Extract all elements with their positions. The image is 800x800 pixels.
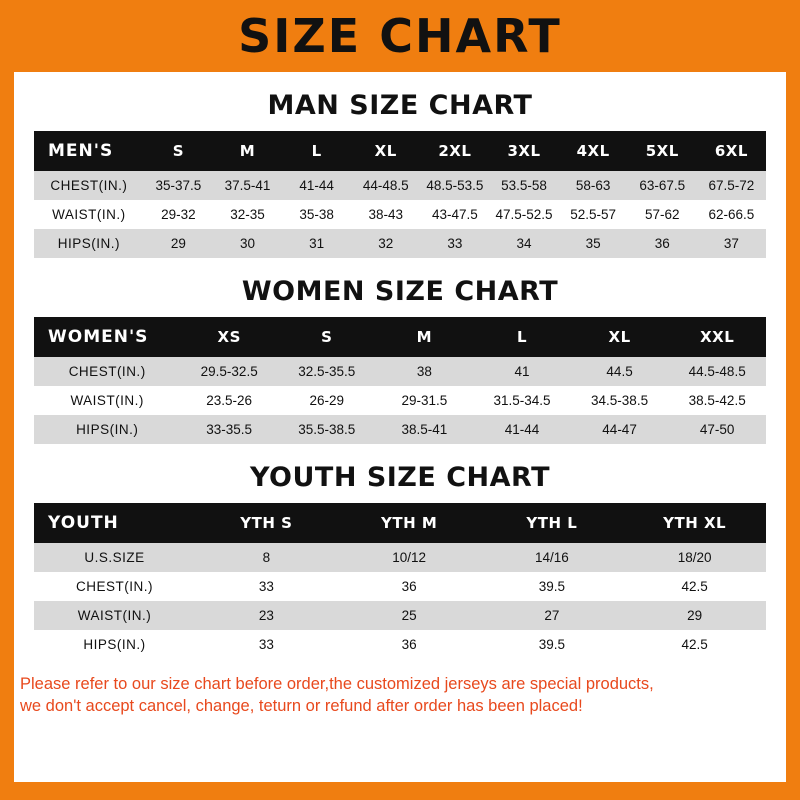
table-cell: 44-47 xyxy=(571,415,669,444)
table-cell: 38.5-41 xyxy=(376,415,474,444)
table-cell: 44-48.5 xyxy=(351,171,420,200)
section-title-youth: YOUTH SIZE CHART xyxy=(249,462,551,493)
table-body xyxy=(34,171,766,258)
table-cell: 26-29 xyxy=(278,386,376,415)
header-row xyxy=(34,317,766,357)
column-header: S xyxy=(144,131,213,171)
column-header: XXL xyxy=(668,317,766,357)
row-label: HIPS(IN.) xyxy=(34,415,180,444)
women-size-table xyxy=(34,317,766,444)
table-cell: 37.5-41 xyxy=(213,171,282,200)
section-youth xyxy=(14,462,786,659)
table-cell: 33 xyxy=(195,630,338,659)
youth-size-table xyxy=(34,503,766,659)
row-label: CHEST(IN.) xyxy=(34,572,195,601)
column-header: YTH L xyxy=(481,503,624,543)
table-header xyxy=(34,131,766,171)
table-row xyxy=(34,357,766,386)
table-cell: 29 xyxy=(623,601,766,630)
section-title-man: MAN SIZE CHART xyxy=(267,90,533,121)
column-header: MEN'S xyxy=(34,131,144,171)
table-cell: 33 xyxy=(420,229,489,258)
table-cell: 36 xyxy=(338,572,481,601)
table-cell: 67.5-72 xyxy=(697,171,766,200)
table-cell: 34 xyxy=(489,229,558,258)
table-cell: 39.5 xyxy=(481,630,624,659)
table-row xyxy=(34,630,766,659)
column-header: M xyxy=(376,317,474,357)
table-body xyxy=(34,357,766,444)
table-cell: 30 xyxy=(213,229,282,258)
table-cell: 14/16 xyxy=(481,543,624,572)
table-row xyxy=(34,543,766,572)
column-header: YOUTH xyxy=(34,503,195,543)
column-header: M xyxy=(213,131,282,171)
table-cell: 31 xyxy=(282,229,351,258)
table-cell: 33-35.5 xyxy=(180,415,278,444)
table-cell: 35 xyxy=(559,229,628,258)
row-label: HIPS(IN.) xyxy=(34,229,144,258)
bottom-accent-bar xyxy=(0,782,800,800)
table-cell: 32 xyxy=(351,229,420,258)
table-row xyxy=(34,229,766,258)
table-header xyxy=(34,503,766,543)
table-cell: 35-38 xyxy=(282,200,351,229)
column-header: XL xyxy=(351,131,420,171)
column-header: 4XL xyxy=(559,131,628,171)
table-cell: 33 xyxy=(195,572,338,601)
row-label: WAIST(IN.) xyxy=(34,386,180,415)
table-cell: 10/12 xyxy=(338,543,481,572)
table-cell: 39.5 xyxy=(481,572,624,601)
page-title: SIZE CHART xyxy=(238,9,562,63)
table-cell: 25 xyxy=(338,601,481,630)
table-cell: 44.5-48.5 xyxy=(668,357,766,386)
table-cell: 63-67.5 xyxy=(628,171,697,200)
table-cell: 23.5-26 xyxy=(180,386,278,415)
table-cell: 38 xyxy=(376,357,474,386)
header-row xyxy=(34,503,766,543)
banner xyxy=(0,0,800,72)
table-cell: 41-44 xyxy=(282,171,351,200)
row-label: HIPS(IN.) xyxy=(34,630,195,659)
column-header: L xyxy=(282,131,351,171)
table-cell: 32.5-35.5 xyxy=(278,357,376,386)
table-row xyxy=(34,200,766,229)
table-cell: 58-63 xyxy=(559,171,628,200)
table-cell: 52.5-57 xyxy=(559,200,628,229)
table-cell: 38-43 xyxy=(351,200,420,229)
row-label: CHEST(IN.) xyxy=(34,171,144,200)
table-row xyxy=(34,171,766,200)
table-cell: 62-66.5 xyxy=(697,200,766,229)
row-label: CHEST(IN.) xyxy=(34,357,180,386)
column-header: YTH S xyxy=(195,503,338,543)
table-cell: 57-62 xyxy=(628,200,697,229)
table-cell: 43-47.5 xyxy=(420,200,489,229)
table-cell: 23 xyxy=(195,601,338,630)
table-cell: 29-31.5 xyxy=(376,386,474,415)
column-header: 2XL xyxy=(420,131,489,171)
table-cell: 29.5-32.5 xyxy=(180,357,278,386)
table-row xyxy=(34,601,766,630)
column-header: YTH XL xyxy=(623,503,766,543)
table-cell: 29 xyxy=(144,229,213,258)
row-label: U.S.SIZE xyxy=(34,543,195,572)
table-cell: 29-32 xyxy=(144,200,213,229)
table-cell: 42.5 xyxy=(623,572,766,601)
row-label: WAIST(IN.) xyxy=(34,200,144,229)
disclaimer-note xyxy=(20,673,780,718)
section-man xyxy=(14,90,786,258)
table-cell: 8 xyxy=(195,543,338,572)
column-header: 5XL xyxy=(628,131,697,171)
table-body xyxy=(34,543,766,659)
table-row xyxy=(34,415,766,444)
column-header: S xyxy=(278,317,376,357)
column-header: WOMEN'S xyxy=(34,317,180,357)
table-header xyxy=(34,317,766,357)
column-header: 3XL xyxy=(489,131,558,171)
column-header: YTH M xyxy=(338,503,481,543)
column-header: L xyxy=(473,317,571,357)
section-women xyxy=(14,276,786,444)
table-cell: 41 xyxy=(473,357,571,386)
table-cell: 31.5-34.5 xyxy=(473,386,571,415)
disclaimer-line-2: we don't accept cancel, change, teturn or refund after order has been placed! xyxy=(20,697,583,716)
table-cell: 48.5-53.5 xyxy=(420,171,489,200)
table-row xyxy=(34,572,766,601)
table-cell: 34.5-38.5 xyxy=(571,386,669,415)
man-size-table xyxy=(34,131,766,258)
table-cell: 36 xyxy=(628,229,697,258)
header-row xyxy=(34,131,766,171)
disclaimer-line-1: Please refer to our size chart before order,the customized jerseys are special products, xyxy=(20,675,654,693)
table-cell: 53.5-58 xyxy=(489,171,558,200)
table-cell: 35-37.5 xyxy=(144,171,213,200)
table-cell: 36 xyxy=(338,630,481,659)
table-row xyxy=(34,386,766,415)
table-cell: 44.5 xyxy=(571,357,669,386)
table-cell: 42.5 xyxy=(623,630,766,659)
table-cell: 37 xyxy=(697,229,766,258)
table-cell: 35.5-38.5 xyxy=(278,415,376,444)
table-cell: 18/20 xyxy=(623,543,766,572)
table-cell: 32-35 xyxy=(213,200,282,229)
section-title-women: WOMEN SIZE CHART xyxy=(241,276,559,307)
row-label: WAIST(IN.) xyxy=(34,601,195,630)
table-cell: 38.5-42.5 xyxy=(668,386,766,415)
column-header: 6XL xyxy=(697,131,766,171)
column-header: XS xyxy=(180,317,278,357)
table-cell: 41-44 xyxy=(473,415,571,444)
table-cell: 47.5-52.5 xyxy=(489,200,558,229)
table-cell: 27 xyxy=(481,601,624,630)
column-header: XL xyxy=(571,317,669,357)
table-cell: 47-50 xyxy=(668,415,766,444)
